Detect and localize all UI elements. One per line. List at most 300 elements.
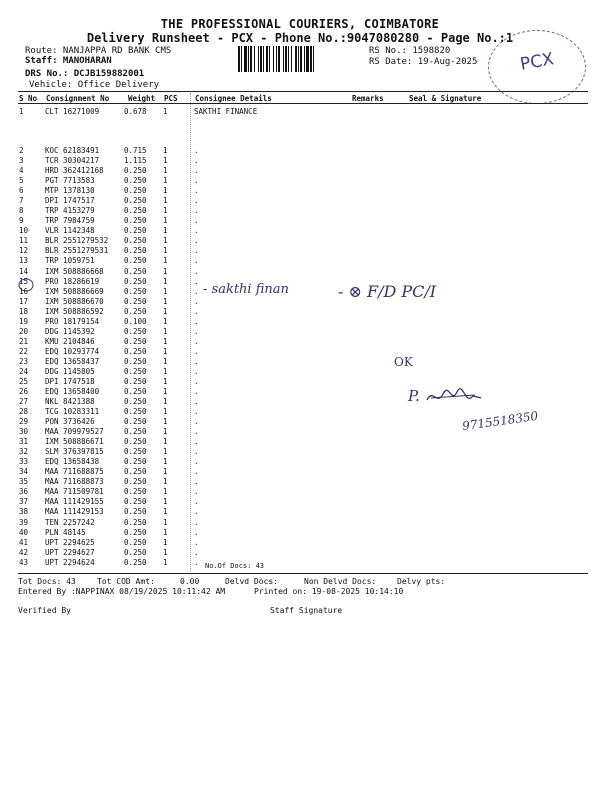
row-consignee: . bbox=[194, 527, 199, 537]
row-sno: 4 bbox=[19, 166, 24, 176]
row-consignee: . bbox=[194, 356, 199, 366]
row-pcs: 1 bbox=[163, 537, 168, 547]
row-consignment: MAA 711688873 bbox=[45, 477, 104, 487]
table-row bbox=[0, 256, 600, 266]
table-row bbox=[0, 246, 600, 256]
row-pcs: 1 bbox=[163, 246, 168, 256]
table-row bbox=[0, 487, 600, 497]
row-pcs: 1 bbox=[163, 226, 168, 236]
row-consignee: . bbox=[194, 467, 199, 477]
barcode-bar bbox=[288, 46, 289, 72]
barcode-bar bbox=[266, 46, 268, 72]
row-pcs: 1 bbox=[163, 236, 168, 246]
row-consignee: SAKTHI FINANCE bbox=[194, 107, 258, 116]
col-seal: Seal & Signature bbox=[409, 94, 482, 103]
row-sno: 14 bbox=[19, 266, 29, 276]
row-pcs: 1 bbox=[163, 107, 168, 116]
row-consignee: . bbox=[194, 507, 199, 517]
row-pcs: 1 bbox=[163, 276, 168, 286]
row-sno: 43 bbox=[19, 557, 29, 567]
barcode-bar bbox=[304, 46, 305, 72]
row-consignment: TCR 30304217 bbox=[45, 156, 100, 166]
table-row bbox=[0, 337, 600, 347]
row-sno: 18 bbox=[19, 306, 29, 316]
row-consignee: . bbox=[194, 306, 199, 316]
row-pcs: 1 bbox=[163, 186, 168, 196]
handwritten-ok: OK bbox=[394, 355, 413, 369]
row-sno: 17 bbox=[19, 296, 29, 306]
table-row bbox=[0, 226, 600, 236]
row-consignee: . bbox=[194, 176, 199, 186]
row-sno: 35 bbox=[19, 477, 29, 487]
col-sno: S No bbox=[19, 94, 38, 103]
barcode-bar bbox=[283, 46, 284, 72]
table-row bbox=[0, 507, 600, 517]
row-consignment: KMU 2104846 bbox=[45, 336, 95, 346]
table-row bbox=[0, 107, 600, 117]
row-sno: 28 bbox=[19, 407, 29, 417]
row-pcs: 1 bbox=[163, 266, 168, 276]
row-consignment: PGT 7713583 bbox=[45, 176, 95, 186]
row-sno: 32 bbox=[19, 447, 29, 457]
row-weight: 0.250 bbox=[124, 427, 147, 437]
row-weight: 0.250 bbox=[124, 206, 147, 216]
row-consignee: . bbox=[194, 366, 199, 376]
row-pcs: 1 bbox=[163, 457, 168, 467]
row-consignment: PRO 18179154 bbox=[45, 316, 100, 326]
row-consignee: . bbox=[194, 286, 199, 296]
row-sno: 9 bbox=[19, 216, 24, 226]
row-consignee: . bbox=[194, 427, 199, 437]
row-consignee: . bbox=[194, 276, 199, 286]
row-weight: 0.250 bbox=[124, 467, 147, 477]
row-consignment: SLM 376397815 bbox=[45, 447, 104, 457]
row-pcs: 1 bbox=[163, 286, 168, 296]
tot-cod-value: 0.00 bbox=[180, 577, 200, 586]
row-consignment: IXM 508886668 bbox=[45, 266, 104, 276]
row-pcs: 1 bbox=[163, 326, 168, 336]
row-weight: 0.250 bbox=[124, 397, 147, 407]
route-label: Route: NANJAPPA RD BANK CMS bbox=[25, 46, 172, 56]
row-consignment: DDG 1145805 bbox=[45, 366, 95, 376]
no-of-docs: No.Of Docs: 43 bbox=[205, 562, 265, 570]
table-row bbox=[0, 528, 600, 538]
table-row bbox=[0, 166, 600, 176]
delvy-pts: Delvy pts: bbox=[397, 577, 446, 586]
tot-docs: Tot Docs: 43 bbox=[18, 577, 76, 586]
row-consignee: . bbox=[194, 236, 199, 246]
barcode-bar bbox=[285, 46, 287, 72]
row-weight: 0.250 bbox=[124, 166, 147, 176]
row-consignment: DPI 1747518 bbox=[45, 376, 95, 386]
barcode-bar bbox=[244, 46, 247, 72]
row-pcs: 1 bbox=[163, 296, 168, 306]
tot-cod-label: Tot COD Amt: bbox=[97, 577, 155, 586]
signature-initial: P. bbox=[408, 387, 420, 405]
table-row bbox=[0, 558, 600, 568]
barcode-bar bbox=[263, 46, 264, 72]
row-weight: 0.100 bbox=[124, 316, 147, 326]
row-pcs: 1 bbox=[163, 156, 168, 166]
row-pcs: 1 bbox=[163, 397, 168, 407]
row-consignee: . bbox=[194, 146, 199, 156]
row-pcs: 1 bbox=[163, 306, 168, 316]
col-consignment: Consignment No bbox=[46, 94, 110, 103]
row-pcs: 1 bbox=[163, 557, 168, 567]
row-16-circle-mark bbox=[18, 277, 34, 293]
footer-top-rule bbox=[18, 573, 588, 574]
handwritten-phone: 9715518350 bbox=[461, 408, 539, 434]
row-weight: 0.715 bbox=[124, 146, 147, 156]
row-consignment: TCG 10283311 bbox=[45, 407, 100, 417]
row-consignment: UPT 2294627 bbox=[45, 547, 95, 557]
row-sno: 15 bbox=[19, 276, 29, 286]
row-consignment: VLR 1142348 bbox=[45, 226, 95, 236]
row-weight: 0.250 bbox=[124, 417, 147, 427]
row-sno: 7 bbox=[19, 196, 24, 206]
row-pcs: 1 bbox=[163, 527, 168, 537]
row-consignee: . bbox=[194, 387, 199, 396]
row-consignment: TRP 4153279 bbox=[45, 206, 95, 216]
table-row bbox=[0, 367, 600, 377]
barcode-bar bbox=[250, 46, 252, 72]
row-weight: 0.250 bbox=[124, 477, 147, 487]
barcode-bar bbox=[276, 46, 277, 72]
handwritten-status: - ⊗ F/D PC/I bbox=[338, 282, 437, 301]
barcode-bar bbox=[238, 46, 240, 72]
row-sno: 1 bbox=[19, 107, 24, 116]
row-sno: 29 bbox=[19, 417, 29, 427]
table-row bbox=[0, 538, 600, 548]
header-top-rule bbox=[18, 91, 588, 92]
row-consignment: EDQ 10293774 bbox=[45, 346, 100, 356]
barcode-bar bbox=[241, 46, 242, 72]
row-consignee: . bbox=[194, 407, 199, 417]
row-consignee: . bbox=[194, 346, 199, 356]
col-pcs: PCS bbox=[164, 94, 178, 103]
row-pcs: 1 bbox=[163, 447, 168, 457]
barcode-bar bbox=[306, 46, 309, 72]
runsheet-subtitle: Delivery Runsheet - PCX - Phone No.:9047080280 - Page No.:1 bbox=[86, 31, 514, 45]
table-row bbox=[0, 467, 600, 477]
row-weight: 0.250 bbox=[124, 407, 147, 417]
row-consignee: . bbox=[194, 326, 199, 336]
printed-on: Printed on: 19-08-2025 10:14:10 bbox=[254, 587, 404, 596]
table-row bbox=[0, 437, 600, 447]
row-sno: 34 bbox=[19, 467, 29, 477]
row-consignment: DPI 1747517 bbox=[45, 196, 95, 206]
row-sno: 3 bbox=[19, 156, 24, 166]
row-weight: 0.250 bbox=[124, 457, 147, 467]
row-consignment: PRO 18286619 bbox=[45, 276, 100, 286]
row-weight: 0.250 bbox=[124, 246, 147, 256]
row-consignee: . bbox=[194, 196, 199, 206]
table-row bbox=[0, 307, 600, 317]
row-weight: 0.250 bbox=[124, 537, 147, 547]
row-weight: 0.250 bbox=[124, 286, 147, 296]
row-weight: 0.250 bbox=[124, 447, 147, 457]
rs-number: RS No.: 1598820 bbox=[369, 46, 451, 56]
barcode-bar bbox=[298, 46, 299, 72]
row-consignment: MAA 711688875 bbox=[45, 467, 104, 477]
row-consignment: IXM 508886671 bbox=[45, 437, 104, 447]
row-weight: 0.250 bbox=[124, 326, 147, 336]
table-row bbox=[0, 327, 600, 337]
table-row bbox=[0, 146, 600, 156]
row-pcs: 1 bbox=[163, 487, 168, 497]
row-pcs: 1 bbox=[163, 467, 168, 477]
table-row bbox=[0, 427, 600, 437]
col-remarks: Remarks bbox=[352, 94, 384, 103]
table-row bbox=[0, 477, 600, 487]
row-weight: 0.250 bbox=[124, 226, 147, 236]
row-weight: 0.250 bbox=[124, 507, 147, 517]
table-row bbox=[0, 216, 600, 226]
barcode-bar bbox=[291, 46, 292, 72]
row-consignee: . bbox=[194, 547, 199, 557]
table-row bbox=[0, 206, 600, 216]
row-pcs: 1 bbox=[163, 547, 168, 557]
signature-scribble bbox=[425, 386, 485, 408]
barcode-bar bbox=[310, 46, 312, 72]
row-consignment: CLT 16271009 bbox=[45, 107, 100, 116]
barcode-bar bbox=[295, 46, 297, 72]
row-weight: 0.250 bbox=[124, 376, 147, 386]
table-row bbox=[0, 176, 600, 186]
table-row bbox=[0, 357, 600, 367]
row-pcs: 1 bbox=[163, 206, 168, 216]
row-sno: 23 bbox=[19, 356, 29, 366]
row-pcs: 1 bbox=[163, 216, 168, 226]
row-consignment: MAA 711509781 bbox=[45, 487, 104, 497]
row-sno: 38 bbox=[19, 507, 29, 517]
row-consignment: IXM 508886670 bbox=[45, 296, 104, 306]
row-consignee: . bbox=[194, 186, 199, 196]
row-pcs: 1 bbox=[163, 417, 168, 427]
barcode-bar bbox=[278, 46, 280, 72]
row-pcs: 1 bbox=[163, 376, 168, 386]
row-weight: 0.250 bbox=[124, 346, 147, 356]
row-sno: 26 bbox=[19, 387, 29, 396]
row-sno: 21 bbox=[19, 336, 29, 346]
row-pcs: 1 bbox=[163, 387, 168, 396]
row-consignee: . bbox=[194, 256, 199, 266]
row-sno: 30 bbox=[19, 427, 29, 437]
row-consignee: . bbox=[194, 246, 199, 256]
row-consignee: . bbox=[194, 397, 199, 407]
row-weight: 0.250 bbox=[124, 266, 147, 276]
row-consignee: . bbox=[194, 296, 199, 306]
row-pcs: 1 bbox=[163, 437, 168, 447]
row-consignment: TEN 2257242 bbox=[45, 517, 95, 527]
row-consignment: EDQ 13658437 bbox=[45, 356, 100, 366]
row-weight: 0.250 bbox=[124, 276, 147, 286]
row-pcs: 1 bbox=[163, 336, 168, 346]
row-consignee: . bbox=[194, 376, 199, 386]
row-consignee: . bbox=[194, 487, 199, 497]
row-sno: 19 bbox=[19, 316, 29, 326]
row-consignment: MAA 111429153 bbox=[45, 507, 104, 517]
table-row bbox=[0, 497, 600, 507]
row-consignee: . bbox=[194, 447, 199, 457]
row-sno: 16 bbox=[19, 286, 29, 296]
row-weight: 0.250 bbox=[124, 336, 147, 346]
row-weight: 0.250 bbox=[124, 176, 147, 186]
row-sno: 6 bbox=[19, 186, 24, 196]
row-weight: 0.250 bbox=[124, 487, 147, 497]
row-pcs: 1 bbox=[163, 507, 168, 517]
row-sno: 25 bbox=[19, 376, 29, 386]
row-sno: 27 bbox=[19, 397, 29, 407]
row-sno: 33 bbox=[19, 457, 29, 467]
row-pcs: 1 bbox=[163, 517, 168, 527]
row-sno: 40 bbox=[19, 527, 29, 537]
row-consignee: . bbox=[194, 437, 199, 447]
row-consignment: IXM 508886592 bbox=[45, 306, 104, 316]
row-weight: 0.250 bbox=[124, 356, 147, 366]
row-consignment: MTP 1378130 bbox=[45, 186, 95, 196]
table-row bbox=[0, 267, 600, 277]
row-consignee: . bbox=[194, 537, 199, 547]
drs-number: DRS No.: DCJB159882001 bbox=[25, 69, 145, 79]
row-weight: 0.250 bbox=[124, 527, 147, 537]
row-pcs: 1 bbox=[163, 366, 168, 376]
row-pcs: 1 bbox=[163, 497, 168, 507]
row-weight: 0.250 bbox=[124, 186, 147, 196]
barcode-bar bbox=[269, 46, 270, 72]
row-sno: 22 bbox=[19, 346, 29, 356]
row-consignment: BLR 2551279531 bbox=[45, 246, 109, 256]
row-weight: 0.250 bbox=[124, 557, 147, 567]
row-consignment: HRD 362412168 bbox=[45, 166, 104, 176]
row-consignment: KOC 62183491 bbox=[45, 146, 100, 156]
pcx-stamp bbox=[488, 30, 586, 104]
row-pcs: 1 bbox=[163, 356, 168, 366]
row-weight: 0.250 bbox=[124, 437, 147, 447]
row-weight: 0.250 bbox=[124, 387, 147, 396]
row-weight: 0.250 bbox=[124, 296, 147, 306]
vehicle-label: Vehicle: Office Delivery bbox=[29, 80, 160, 90]
row-pcs: 1 bbox=[163, 146, 168, 156]
row-sno: 39 bbox=[19, 517, 29, 527]
row-sno: 31 bbox=[19, 437, 29, 447]
row-consignee: . bbox=[194, 517, 199, 527]
row-consignment: NKL 8421388 bbox=[45, 397, 95, 407]
row-sno: 11 bbox=[19, 236, 29, 246]
row-pcs: 1 bbox=[163, 166, 168, 176]
row-weight: 0.678 bbox=[124, 107, 147, 116]
barcode-bar bbox=[258, 46, 259, 72]
row-consignee: . bbox=[194, 557, 199, 567]
table-row bbox=[0, 297, 600, 307]
table-row bbox=[0, 518, 600, 528]
col-weight: Weight bbox=[128, 94, 156, 103]
row-sno: 2 bbox=[19, 146, 24, 156]
table-row bbox=[0, 317, 600, 327]
row-consignee: . bbox=[194, 497, 199, 507]
row-sno: 36 bbox=[19, 487, 29, 497]
table-row bbox=[0, 347, 600, 357]
row-consignment: UPT 2294624 bbox=[45, 557, 95, 567]
row-sno: 5 bbox=[19, 176, 24, 186]
row-sno: 12 bbox=[19, 246, 29, 256]
table-row bbox=[0, 457, 600, 467]
row-consignee: . bbox=[194, 226, 199, 236]
table-row bbox=[0, 196, 600, 206]
row-consignee: . bbox=[194, 216, 199, 226]
col-consignee: Consignee Details bbox=[195, 94, 272, 103]
rs-date: RS Date: 19-Aug-2025 bbox=[369, 57, 478, 67]
table-row bbox=[0, 287, 600, 297]
delvd-docs: Delvd Docs: bbox=[225, 577, 278, 586]
row-weight: 0.250 bbox=[124, 196, 147, 206]
row-sno: 41 bbox=[19, 537, 29, 547]
row-consignment: UPT 2294625 bbox=[45, 537, 95, 547]
row-weight: 1.115 bbox=[124, 156, 147, 166]
barcode-bar bbox=[260, 46, 262, 72]
row-consignment: MAA 111429155 bbox=[45, 497, 104, 507]
row-sno: 10 bbox=[19, 226, 29, 236]
row-pcs: 1 bbox=[163, 316, 168, 326]
row-weight: 0.250 bbox=[124, 256, 147, 266]
row-consignment: TRP 1059751 bbox=[45, 256, 95, 266]
entered-by: Entered By :NAPPINAX 08/19/2025 10:11:42 AM bbox=[18, 587, 226, 596]
non-delvd-docs: Non Delvd Docs: bbox=[304, 577, 377, 586]
row-consignee: . bbox=[194, 336, 199, 346]
row-weight: 0.250 bbox=[124, 497, 147, 507]
row-consignee: . bbox=[194, 417, 199, 427]
row-consignment: PLN 48145 bbox=[45, 527, 86, 537]
row-sno: 8 bbox=[19, 206, 24, 216]
row-weight: 0.250 bbox=[124, 236, 147, 246]
row-sno: 37 bbox=[19, 497, 29, 507]
table-row bbox=[0, 156, 600, 166]
row-consignee: . bbox=[194, 156, 199, 166]
row-pcs: 1 bbox=[163, 427, 168, 437]
row-consignee: . bbox=[194, 316, 199, 326]
table-row bbox=[0, 377, 600, 387]
row-consignment: DDG 1145392 bbox=[45, 326, 95, 336]
handwritten-note: - sakthi finan bbox=[203, 282, 289, 297]
table-row bbox=[0, 447, 600, 457]
row-sno: 24 bbox=[19, 366, 29, 376]
barcode-bar bbox=[248, 46, 249, 72]
stamp-label: PCX bbox=[518, 49, 556, 75]
table-row bbox=[0, 277, 600, 287]
barcode-bar bbox=[273, 46, 274, 72]
row-sno: 20 bbox=[19, 326, 29, 336]
row-pcs: 1 bbox=[163, 346, 168, 356]
table-row bbox=[0, 397, 600, 407]
row-weight: 0.250 bbox=[124, 547, 147, 557]
row-pcs: 1 bbox=[163, 477, 168, 487]
barcode-bar bbox=[300, 46, 302, 72]
table-row bbox=[0, 387, 600, 397]
row-consignee: . bbox=[194, 266, 199, 276]
staff-label: Staff: MANOHARAN bbox=[25, 56, 112, 66]
row-pcs: 1 bbox=[163, 407, 168, 417]
row-consignee: . bbox=[194, 457, 199, 467]
header-bottom-rule bbox=[18, 103, 588, 104]
row-consignment: TRP 7984759 bbox=[45, 216, 95, 226]
row-consignment: IXM 508886669 bbox=[45, 286, 104, 296]
row-sno: 42 bbox=[19, 547, 29, 557]
barcode-image bbox=[238, 46, 365, 72]
company-title: THE PROFESSIONAL COURIERS, COIMBATORE bbox=[160, 17, 440, 31]
row-consignment: PON 3736426 bbox=[45, 417, 95, 427]
row-pcs: 1 bbox=[163, 176, 168, 186]
row-consignment: MAA 709979527 bbox=[45, 427, 104, 437]
